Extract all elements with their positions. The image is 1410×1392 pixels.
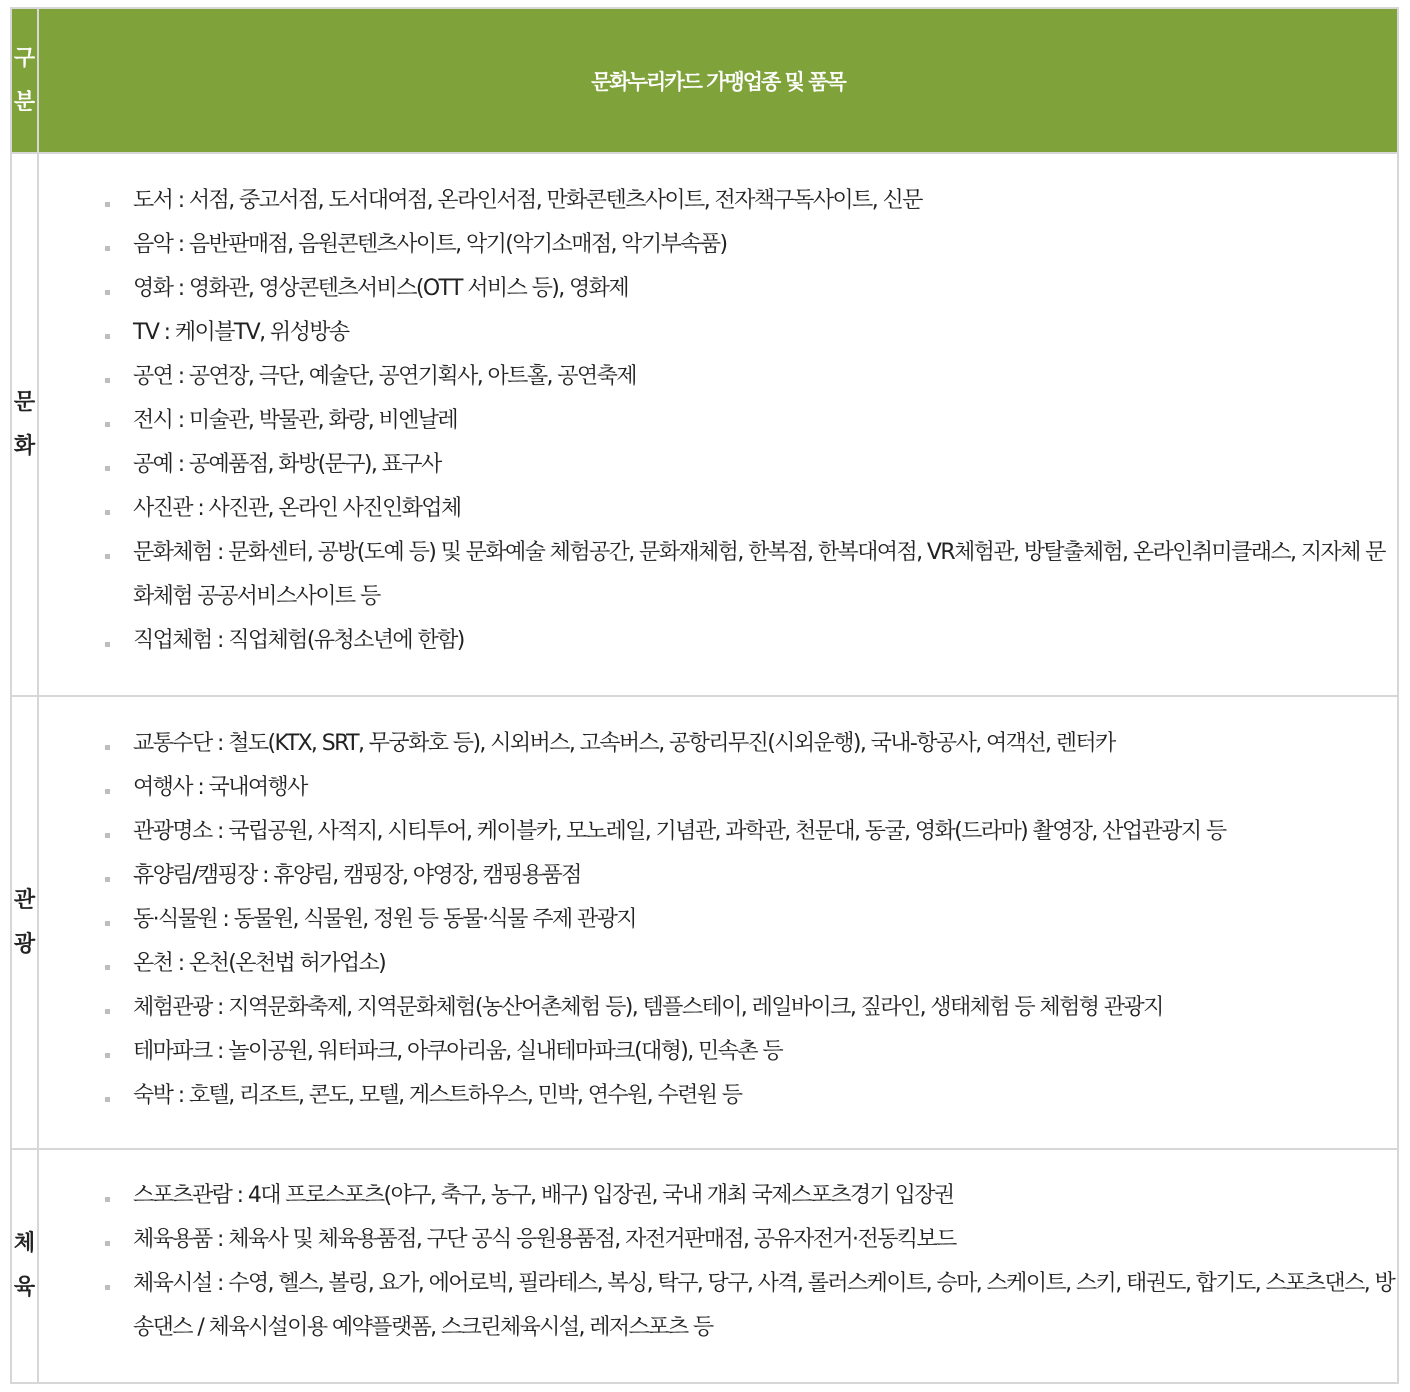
list-item: 공연 : 공연장, 극단, 예술단, 공연기획사, 아트홀, 공연축제 (105, 355, 1397, 399)
section-content-culture (38, 153, 1398, 696)
list-item: 문화체험 : 문화센터, 공방(도예 등) 및 문화예술 체험공간, 문화재체험, 한복점, 한복대여점, VR체험관, 방탈출체험, 온라인취미클래스, 지자체 문화체험 공공서비스사이트 등 (105, 531, 1397, 619)
list-item: 관광명소 : 국립공원, 사적지, 시티투어, 케이블카, 모노레일, 기념관, 과학관, 천문대, 동굴, 영화(드라마) 촬영장, 산업관광지 등 (105, 810, 1397, 854)
category-char: 체 (13, 1231, 36, 1256)
category-header-char: 분 (13, 89, 36, 115)
merchant-category-table (10, 7, 1399, 1384)
list-item: 동·식물원 : 동물원, 식물원, 정원 등 동물·식물 주제 관광지 (105, 898, 1397, 942)
category-char: 관 (13, 887, 36, 913)
category-char: 광 (13, 931, 36, 957)
table-header-row (11, 8, 1398, 153)
list-item: 도서 : 서점, 중고서점, 도서대여점, 온라인서점, 만화콘텐츠사이트, 전자책구독사이트, 신문 (105, 179, 1397, 223)
section-content-sports (38, 1149, 1398, 1383)
section-row-culture (11, 153, 1398, 696)
list-item: 온천 : 온천(온천법 허가업소) (105, 942, 1397, 986)
list-item: 공예 : 공예품점, 화방(문구), 표구사 (105, 443, 1397, 487)
list-item: TV : 케이블TV, 위성방송 (105, 311, 1397, 355)
list-item: 전시 : 미술관, 박물관, 화랑, 비엔날레 (105, 399, 1397, 443)
list-item: 테마파크 : 놀이공원, 워터파크, 아쿠아리움, 실내테마파크(대형), 민속촌 등 (105, 1030, 1397, 1074)
category-header-char: 구 (13, 45, 36, 71)
section-content-tourism (38, 696, 1398, 1149)
category-header (11, 8, 38, 153)
section-category-tourism (11, 696, 38, 1149)
list-item: 음악 : 음반판매점, 음원콘텐츠사이트, 악기(악기소매점, 악기부속품) (105, 223, 1397, 267)
item-list (39, 1150, 1397, 1350)
list-item: 숙박 : 호텔, 리조트, 콘도, 모텔, 게스트하우스, 민박, 연수원, 수련원 등 (105, 1074, 1397, 1118)
table-title: 문화누리카드 가맹업종 및 품목 (38, 8, 1398, 153)
list-item: 체육용품 : 체육사 및 체육용품점, 구단 공식 응원용품점, 자전거판매점, 공유자전거·전동킥보드 (105, 1218, 1397, 1262)
section-row-tourism (11, 696, 1398, 1149)
category-char: 문 (13, 389, 36, 415)
list-item: 휴양림/캠핑장 : 휴양림, 캠핑장, 야영장, 캠핑용품점 (105, 854, 1397, 898)
item-list (39, 697, 1397, 1118)
category-char: 화 (13, 433, 36, 459)
list-item: 교통수단 : 철도(KTX, SRT, 무궁화호 등), 시외버스, 고속버스, 공항리무진(시외운행), 국내-항공사, 여객선, 렌터카 (105, 722, 1397, 766)
item-list (39, 154, 1397, 663)
section-category-sports (11, 1149, 38, 1383)
list-item: 체육시설 : 수영, 헬스, 볼링, 요가, 에어로빅, 필라테스, 복싱, 탁구, 당구, 사격, 롤러스케이트, 승마, 스케이트, 스키, 태권도, 합기도, 스포츠댄스, 방송댄스 / 체육시설이용 예약플랫폼, 스크린체육시설, 레저스포츠 등 (105, 1262, 1397, 1350)
section-category-culture (11, 153, 38, 696)
list-item: 직업체험 : 직업체험(유청소년에 한함) (105, 619, 1397, 663)
section-row-sports (11, 1149, 1398, 1383)
category-char: 육 (13, 1275, 36, 1300)
list-item: 체험관광 : 지역문화축제, 지역문화체험(농산어촌체험 등), 템플스테이, 레일바이크, 짚라인, 생태체험 등 체험형 관광지 (105, 986, 1397, 1030)
list-item: 스포츠관람 : 4대 프로스포츠(야구, 축구, 농구, 배구) 입장권, 국내 개최 국제스포츠경기 입장권 (105, 1174, 1397, 1218)
list-item: 여행사 : 국내여행사 (105, 766, 1397, 810)
list-item: 영화 : 영화관, 영상콘텐츠서비스(OTT 서비스 등), 영화제 (105, 267, 1397, 311)
list-item: 사진관 : 사진관, 온라인 사진인화업체 (105, 487, 1397, 531)
